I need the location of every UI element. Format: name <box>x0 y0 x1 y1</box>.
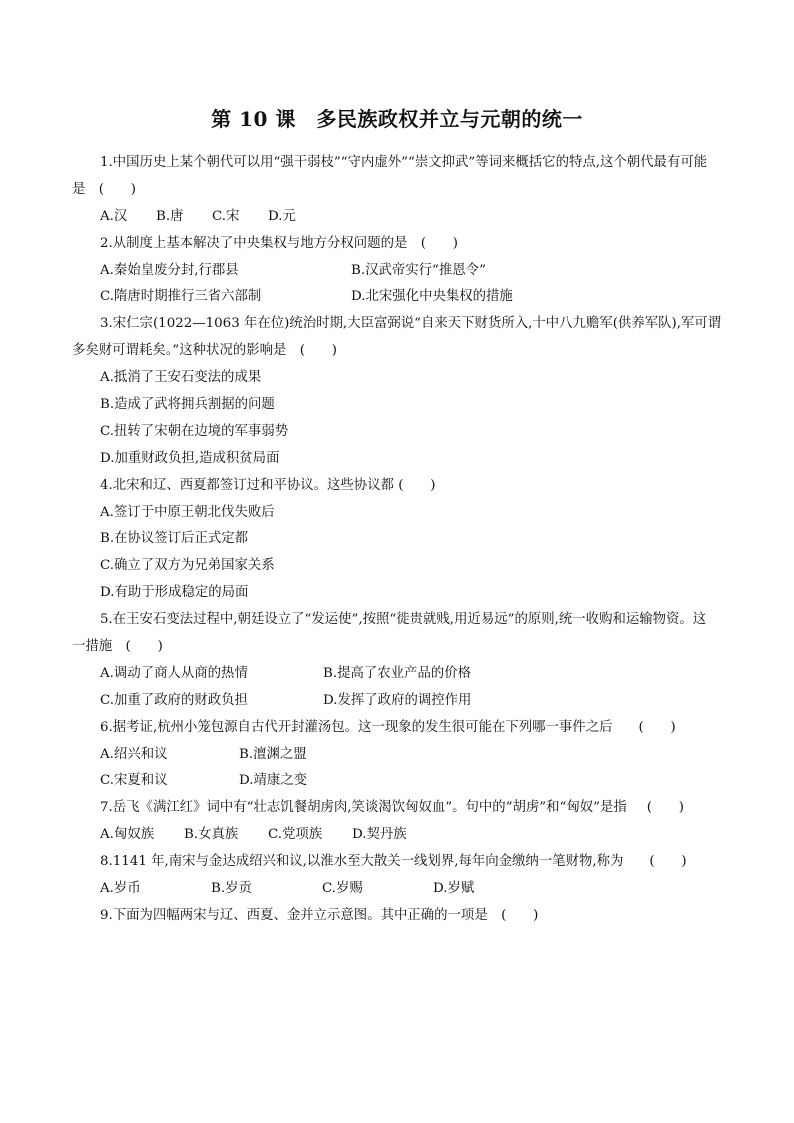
question-7-text: 7.岳飞《满江红》词中有“壮志饥餐胡虏肉,笑谈渴饮匈奴血”。句中的“胡虏”和“匈奴”是指 <box>100 800 627 816</box>
option-a: A.绍兴和议 <box>100 746 168 762</box>
question-3-stem-line-2: 多矣财可谓耗矣。”这种状况的影响是 ( ) <box>72 343 338 359</box>
option-b: B.在协议签订后正式定都 <box>100 531 249 547</box>
question-6-options-row-1 <box>72 742 732 769</box>
question-1 <box>72 150 732 231</box>
page-title: 第 10 课 多民族政权并立与元朝的统一 <box>211 107 583 131</box>
option-d: D.元 <box>268 208 296 224</box>
question-8 <box>72 849 732 903</box>
question-3-stem-line-1: 3.宋仁宗(1022—1063 年在位)统治时期,大臣富弼说“自来天下财货所入,十中八九赡军(供养军队),军可谓 <box>100 316 722 332</box>
question-6-options-row-2 <box>72 768 732 795</box>
question-8-stem <box>72 849 732 876</box>
question-7 <box>72 795 732 849</box>
option-c: C.党项族 <box>268 827 323 843</box>
option-b: B.造成了武将拥兵割据的问题 <box>100 397 275 413</box>
option-c: C.加重了政府的财政负担 <box>100 692 248 708</box>
question-2-stem: 2.从制度上基本解决了中央集权与地方分权问题的是 ( ) <box>100 235 458 251</box>
question-1-stem-line-1: 1.中国历史上某个朝代可以用“强干弱枝”“守内虚外”“崇文抑武”等词来概括它的特点,这个朝代最有可能 <box>100 155 708 170</box>
option-b: B.岁贡 <box>211 881 252 897</box>
question-2 <box>72 231 732 312</box>
question-2-options-row-2 <box>72 284 732 311</box>
answer-blank: ( ) <box>646 800 685 816</box>
option-b: B.澶渊之盟 <box>239 746 307 762</box>
option-a: A.岁币 <box>100 881 141 897</box>
question-6 <box>72 715 732 796</box>
question-5 <box>72 607 732 715</box>
option-b: B.汉武帝实行“推恩令” <box>351 262 486 278</box>
question-5-stem-line-1: 5.在王安石变法过程中,朝廷设立了“发运使”,按照“徙贵就贱,用近易远”的原则,统一收购和运输物资。这 <box>100 612 707 628</box>
option-a: A.抵消了王安石变法的成果 <box>100 370 262 386</box>
option-d: D.契丹族 <box>352 827 407 843</box>
question-6-text: 6.据考证,杭州小笼包源自古代开封灌汤包。这一现象的发生很可能在下列哪一事件之后 <box>100 719 613 735</box>
answer-blank: ( ) <box>649 854 687 870</box>
option-c: C.隋唐时期推行三省六部制 <box>100 289 262 305</box>
option-b: B.唐 <box>156 208 184 224</box>
option-d: D.靖康之变 <box>239 773 308 789</box>
question-5-options-row-2 <box>72 688 732 715</box>
option-c: C.确立了双方为兄弟国家关系 <box>100 558 275 574</box>
question-7-stem <box>72 795 732 822</box>
option-b: B.提高了农业产品的价格 <box>323 665 472 681</box>
question-1-options <box>72 204 732 231</box>
question-8-text: 8.1141 年,南宋与金达成绍兴和议,以淮水至大散关一线划界,每年向金缴纳一笔财物,称为 <box>100 854 624 870</box>
option-a: A.调动了商人从商的热情 <box>100 665 248 681</box>
option-a: A.匈奴族 <box>100 827 155 843</box>
question-6-stem <box>72 715 732 742</box>
answer-blank: ( ) <box>638 719 676 735</box>
question-3 <box>72 311 732 472</box>
question-5-stem-line-2: 一措施 ( ) <box>72 639 163 655</box>
option-c: C.扭转了宋朝在边境的军事弱势 <box>100 423 289 439</box>
option-b: B.女真族 <box>184 827 239 843</box>
question-2-options-row-1 <box>72 258 732 285</box>
question-7-options <box>72 822 732 849</box>
option-a: A.汉 <box>100 208 128 224</box>
question-9-stem: 9.下面为四幅两宋与辽、西夏、金并立示意图。其中正确的一项是 ( ) <box>100 907 539 923</box>
option-c: C.宋 <box>212 208 240 224</box>
option-d: D.岁赋 <box>433 881 475 897</box>
option-a: A.秦始皇废分封,行郡县 <box>100 262 239 278</box>
question-1-stem-line-2: 是 ( ) <box>72 181 137 197</box>
option-d: D.加重财政负担,造成积贫局面 <box>100 450 280 466</box>
option-a: A.签订于中原王朝北伐失败后 <box>100 504 275 520</box>
option-c: C.岁赐 <box>322 881 363 897</box>
question-4-stem: 4.北宋和辽、西夏都签订过和平协议。这些协议都 ( ) <box>100 477 436 493</box>
question-4 <box>72 473 732 607</box>
option-d: D.有助于形成稳定的局面 <box>100 585 249 601</box>
question-9 <box>72 903 732 930</box>
option-d: D.北宋强化中央集权的措施 <box>351 289 513 305</box>
option-c: C.宋夏和议 <box>100 773 168 789</box>
question-5-options-row-1 <box>72 661 732 688</box>
option-d: D.发挥了政府的调控作用 <box>323 692 472 708</box>
question-8-options <box>72 876 732 903</box>
question-list <box>72 150 732 930</box>
